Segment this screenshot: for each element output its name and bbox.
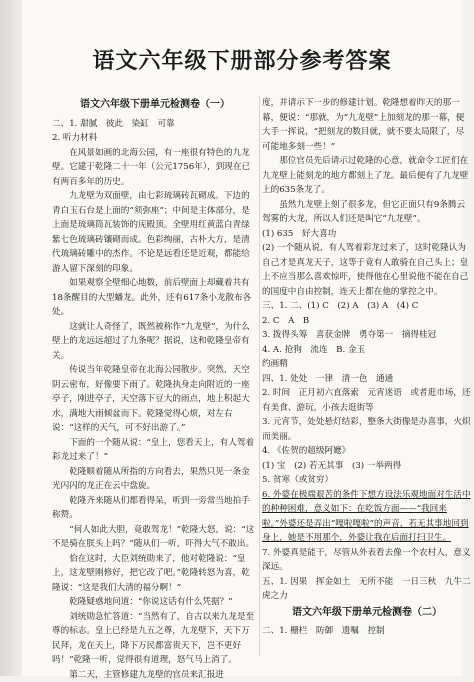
answer-line: (2) 一个随从说，有人驾着彩龙过来了，这时乾隆认为自己才是真龙天子，这等于竟有人敢骑在自己头上；皇上不应当那么喜欢惊吓，使得他在心里说他不能在自己的国度中自由控制，连天上都在他的掌控之中。 (262, 241, 472, 299)
answer-line: 2. C A B (262, 314, 472, 329)
paragraph: 乾隆疑惑地问道：“你说这话有什么凭据？” (52, 595, 258, 610)
column-divider (259, 96, 260, 656)
paragraph: 那位官员先后请示过乾隆的心意，就命令工匠们在九龙壁上能刻龙的地方都刻上了龙。最后便有了九龙壁上的635条龙了。 (262, 154, 472, 198)
book-binding (0, 0, 22, 676)
paragraph: 在风景如画的北海公园，有一座很有特色的九龙壁。它建于乾隆二十一年（公元1756年），到现在已有两百多年的历史。 (52, 146, 258, 190)
answer-line: 2. 时间 正月初六直落索 元宵迷语 或者逛市场，还有美食、游玩，小孩去逛街等 (262, 386, 472, 415)
paragraph: 刘统勋急忙答道：“当然有了，自古以来九龙是至尊的标志。皇上已经是九五之尊，九龙壁下，天下万民拜，龙在天上，降下万民都富贵天下，岂不更好吗！”乾隆一听，觉得很有道理，怒气马上消了。 (52, 610, 258, 668)
paragraph: 恰在这时，大臣刘统勋来了，他对乾隆说：“皇上，这龙壁刚修好，把它改了吧。”乾隆转怒为喜，乾隆说：“这是我们大清的福分啊！” (52, 552, 258, 596)
left-column (52, 96, 258, 682)
answer-line: 3. 拨得头筹 喜获金牌 勇夺第一 摘得桂冠 (262, 328, 472, 343)
left-section-title: 语文六年级下册单元检测卷（一） (52, 98, 258, 113)
answer-line: 2. 听力材料 (52, 131, 258, 146)
answer-line: 4. A. 抢狗 流连 B. 金玉 (262, 343, 472, 358)
paragraph: 乾隆顺着随从所指的方向看去，果然只见一条金光闪闪的龙正在云中盘旋。 (52, 465, 258, 494)
answer-line: 3. 元宵节，处处悬灯结彩，整条大街像是办喜事，火炽而美丽。 (262, 415, 472, 444)
paragraph: 九龙壁为双面壁，由七彩琉璃砖瓦砌成。下边的青白玉石台是上面的“须弥座”；中间是主体部分，是上面是琉璃筒瓦装饰的庑殿顶。全壁用红黄蓝白青绿紫七色琉璃砖镶砌而成。色彩绚丽，古朴大方，是清代琉璃砖雕中的杰作。不论是远看还是近观，都能给游人留下深刻的印象。 (52, 189, 258, 276)
paragraph: 度，并请示下一步的修建计划。乾隆想着昨天的那一幕，便说：“那就，为“九龙壁”上加刻龙的那一幕，便大手一挥说，“把刻龙的数目就，就不要太局限了，尽可能地多刻一些！” (262, 96, 472, 154)
answer-line: 二、1. 甜腻 彼此 染缸 可靠 (52, 117, 258, 132)
paragraph: 如果观察全壁细心地数，前后壁面上却藏着共有18条醒目的大型蟠龙。此外，还有617条小龙散布各处。 (52, 276, 258, 320)
answer-line: 三、1. 二、(1) C (2) A (3) A (4) C (262, 299, 472, 314)
answer-line: 四、1. 处处 一律 清一色 通通 (262, 372, 472, 387)
answer-line: 二、1. 栅栏 防御 遗嘱 控制 (262, 624, 472, 639)
right-section-title: 语文六年级下册单元检测卷（二） (262, 606, 472, 621)
answer-line: 五、1. 因果 挥金如土 无所不能 一日三秋 九牛二虎之力 (262, 575, 472, 604)
answer-line: 4. 《佐贺的超级阿嬷》 (262, 444, 472, 459)
paragraph: 这就让人奇怪了，既然被称作“九龙壁”，为什么壁上的龙远远超过了九条呢？据说，这和乾隆皇帝有关。 (52, 320, 258, 364)
paragraph: 虽然九龙壁上刻了很多龙，但它正面只有9条腾云驾雾的大龙，所以人们还是叫它“九龙壁”。 (262, 198, 472, 227)
answer-line: (1) 635 好大喜功 (262, 227, 472, 242)
answer-line-underlined: 6. 外婆在极端艰苦的条件下想方设法乐观地面对生活中的种种困难，意义如下：在吃饭方面——“我回来啦。”外婆还是弄出“嘎啦嘎啦”的声音，若无其事地回到身上，她是不用那个，外婆让我在后面打扫卫生。 (262, 488, 472, 546)
paragraph: 乾隆齐来随从们都看得呆，听到一旁常当地拍手称赞。 (52, 494, 258, 523)
paragraph: 第二天，主管修建九龙壁的官员来汇报进 (52, 668, 258, 682)
answer-line: 约画精 (262, 357, 472, 372)
right-column (262, 96, 472, 639)
page-title: 语文六年级下册部分参考答案 (22, 44, 462, 75)
paragraph: 传说当年乾隆皇帝在北海公园散步。突然，天空阴云密布，好像要下雨了。乾隆执身走向附近的一座亭子，刚进亭子，天空落下豆大的雨点，地上积起大水，满地大雨倾盆而下。乾隆觉得心烦，对左右说：“这样的天气，可不好出游了。” (52, 363, 258, 436)
answer-line: (1) 宝 (2) 若无其事 (3) 一举两得 (262, 459, 472, 474)
paragraph: 下面的一个随从说：“皇上，您看天上，有人驾着彩龙过来了！” (52, 436, 258, 465)
answer-line: 7. 外婆真是能干，尽管从外表看去像一个农村人，意义深远。 (262, 546, 472, 575)
answer-line: 5. 贫寒（或贫穷） (262, 473, 472, 488)
paragraph: “何人如此大胆，竟敢驾龙！”乾隆大怒，说：“这不是骑在朕头上吗？”随从们一听，吓得大气不敢出。 (52, 523, 258, 552)
